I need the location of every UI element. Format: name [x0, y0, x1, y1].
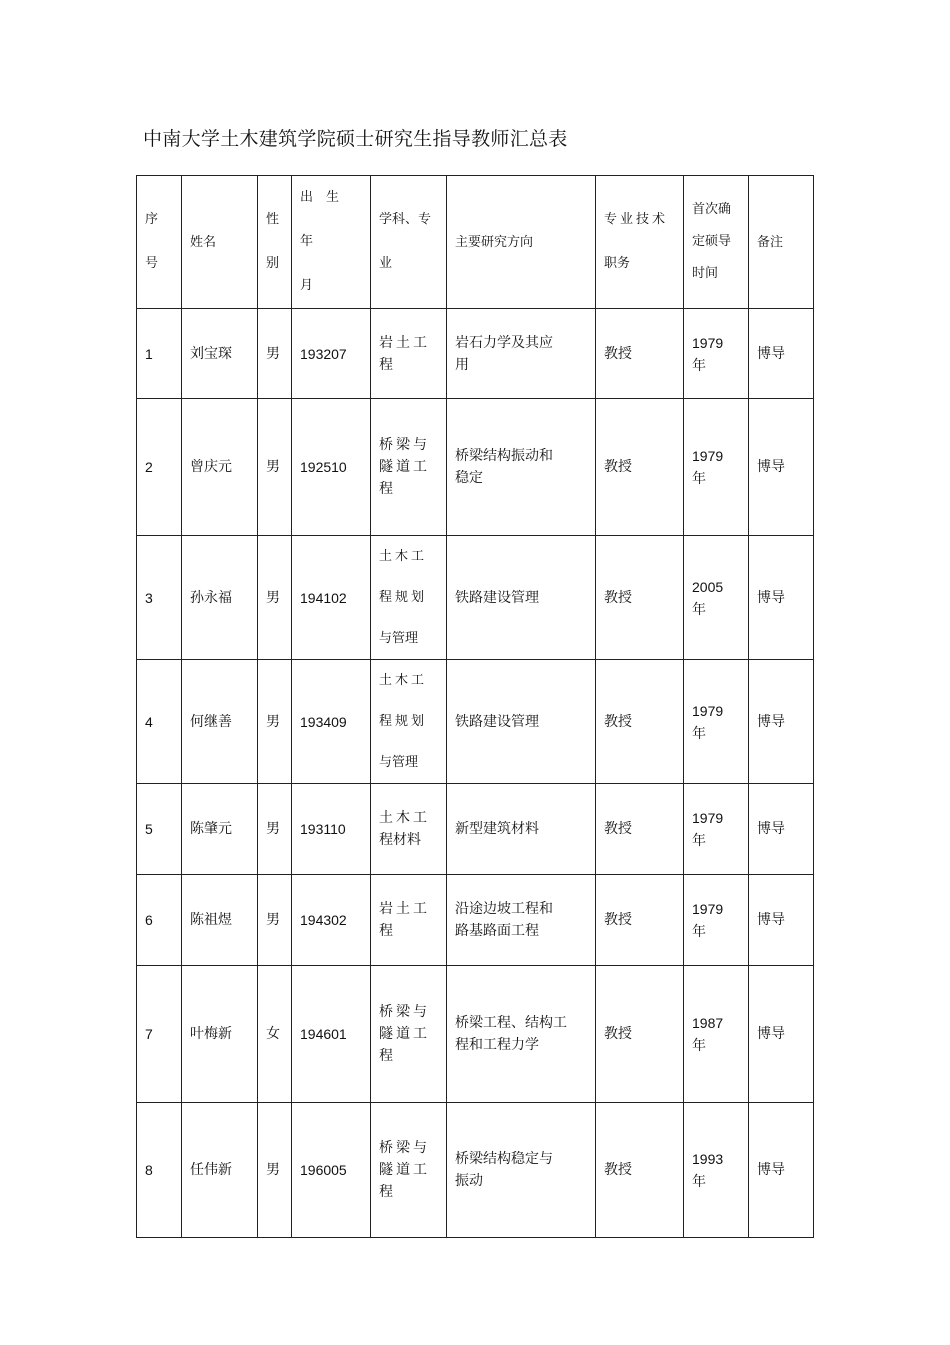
- cell-major-line: 岩土工: [379, 334, 430, 351]
- cell-major-line: 桥梁与: [379, 1004, 430, 1020]
- cell-note: 博导: [749, 784, 814, 875]
- header-name: 姓名: [182, 176, 258, 309]
- cell-title: 教授: [596, 309, 684, 399]
- table-row: [137, 536, 814, 660]
- cell-first-year-line: 年: [692, 1037, 706, 1053]
- cell-major: [371, 536, 447, 660]
- advisor-table: [136, 175, 814, 1238]
- header-title: [596, 176, 684, 309]
- table-row: [137, 399, 814, 536]
- cell-research-line: 新型建筑材料: [455, 821, 539, 837]
- table-header-row: [137, 176, 814, 309]
- cell-note: 博导: [749, 660, 814, 784]
- table-row: [137, 966, 814, 1103]
- cell-title: 教授: [596, 536, 684, 660]
- cell-research-line: 沿途边坡工程和: [455, 901, 553, 917]
- header-title-line: 专业技术: [604, 212, 669, 227]
- cell-major-line: 程: [379, 1184, 393, 1200]
- header-index-line: 序: [145, 212, 159, 227]
- cell-name: 孙永福: [182, 536, 258, 660]
- cell-gender: 男: [258, 399, 292, 536]
- header-major: [371, 176, 447, 309]
- cell-first-year: [684, 309, 749, 399]
- cell-major-line: 隧道工: [379, 1026, 430, 1042]
- cell-index: 6: [137, 875, 182, 966]
- cell-note: 博导: [749, 1103, 814, 1238]
- cell-title: 教授: [596, 399, 684, 536]
- cell-first-year-line: 2005: [692, 578, 724, 595]
- cell-name: 何继善: [182, 660, 258, 784]
- cell-note: 博导: [749, 536, 814, 660]
- cell-major-line: 程规划: [379, 714, 428, 729]
- cell-research-line: 桥梁结构振动和: [455, 448, 553, 464]
- cell-major: [371, 399, 447, 536]
- cell-first-year-line: 年: [692, 356, 706, 373]
- cell-research-line: 程和工程力学: [455, 1037, 539, 1053]
- cell-major-line: 与管理: [379, 755, 419, 770]
- cell-first-year: [684, 875, 749, 966]
- cell-first-year: [684, 966, 749, 1103]
- cell-major-line: 程材料: [379, 832, 421, 848]
- cell-birth: 192510: [292, 399, 371, 536]
- header-note: 备注: [749, 176, 814, 309]
- cell-research-line: 用: [455, 356, 469, 373]
- cell-first-year-line: 1979: [692, 334, 724, 351]
- cell-title: 教授: [596, 784, 684, 875]
- cell-gender: 男: [258, 309, 292, 399]
- cell-research-line: 铁路建设管理: [455, 713, 539, 730]
- cell-gender: 女: [258, 966, 292, 1103]
- header-major-line: 学科、专: [379, 212, 432, 227]
- cell-first-year: [684, 399, 749, 536]
- cell-major-line: 程: [379, 481, 393, 497]
- cell-index: 7: [137, 966, 182, 1103]
- cell-major-line: 隧道工: [379, 459, 430, 475]
- cell-major-line: 桥梁与: [379, 1140, 430, 1156]
- cell-major-line: 程: [379, 1048, 393, 1064]
- cell-research: [447, 536, 596, 660]
- cell-title: 教授: [596, 966, 684, 1103]
- header-birth-line: 出 生 年: [300, 190, 353, 249]
- cell-first-year: [684, 784, 749, 875]
- cell-birth: 196005: [292, 1103, 371, 1238]
- cell-major: [371, 966, 447, 1103]
- header-birth-line: 月: [300, 278, 314, 293]
- cell-first-year: [684, 536, 749, 660]
- cell-first-year-line: 年: [692, 832, 706, 848]
- cell-major-line: 程规划: [379, 590, 428, 605]
- cell-first-year-line: 年: [692, 724, 706, 741]
- cell-index: 1: [137, 309, 182, 399]
- cell-name: 陈肇元: [182, 784, 258, 875]
- cell-first-year-line: 1979: [692, 702, 724, 719]
- document-title: 中南大学土木建筑学院硕士研究生指导教师汇总表: [143, 128, 568, 150]
- header-gender: [258, 176, 292, 309]
- cell-first-year-line: 1979: [692, 901, 724, 917]
- cell-research: [447, 309, 596, 399]
- cell-index: 3: [137, 536, 182, 660]
- cell-name: 叶梅新: [182, 966, 258, 1103]
- table-row: [137, 1103, 814, 1238]
- cell-major: [371, 309, 447, 399]
- cell-research-line: 岩石力学及其应: [455, 334, 553, 351]
- table-row: [137, 784, 814, 875]
- cell-major: [371, 1103, 447, 1238]
- cell-first-year: [684, 1103, 749, 1238]
- cell-major-line: 隧道工: [379, 1162, 430, 1178]
- cell-research: [447, 784, 596, 875]
- cell-research: [447, 399, 596, 536]
- cell-major-line: 程: [379, 356, 393, 373]
- cell-major-line: 土木工: [379, 673, 428, 688]
- cell-name: 曾庆元: [182, 399, 258, 536]
- header-first-year-line: 时间: [692, 266, 719, 281]
- cell-gender: 男: [258, 875, 292, 966]
- cell-major-line: 桥梁与: [379, 437, 430, 453]
- cell-gender: 男: [258, 536, 292, 660]
- header-index-line: 号: [145, 256, 159, 271]
- cell-research: [447, 875, 596, 966]
- cell-first-year-line: 年: [692, 600, 706, 617]
- cell-title: 教授: [596, 1103, 684, 1238]
- cell-index: 5: [137, 784, 182, 875]
- cell-index: 4: [137, 660, 182, 784]
- cell-first-year-line: 年: [692, 1173, 706, 1189]
- header-research: 主要研究方向: [447, 176, 596, 309]
- cell-major-line: 与管理: [379, 631, 419, 646]
- cell-birth: 194601: [292, 966, 371, 1103]
- cell-first-year-line: 年: [692, 470, 706, 486]
- cell-research: [447, 660, 596, 784]
- cell-index: 8: [137, 1103, 182, 1238]
- cell-research: [447, 1103, 596, 1238]
- cell-research-line: 铁路建设管理: [455, 589, 539, 606]
- table-row: [137, 875, 814, 966]
- cell-note: 博导: [749, 875, 814, 966]
- cell-birth: 194102: [292, 536, 371, 660]
- cell-major: [371, 875, 447, 966]
- cell-gender: 男: [258, 1103, 292, 1238]
- cell-birth: 193207: [292, 309, 371, 399]
- cell-gender: 男: [258, 660, 292, 784]
- header-major-line: 业: [379, 256, 393, 271]
- cell-first-year-line: 1979: [692, 448, 724, 464]
- cell-major-line: 程: [379, 923, 393, 939]
- cell-major: [371, 660, 447, 784]
- cell-research: [447, 966, 596, 1103]
- cell-research-line: 振动: [455, 1173, 483, 1189]
- cell-birth: 194302: [292, 875, 371, 966]
- cell-name: 陈祖煜: [182, 875, 258, 966]
- cell-title: 教授: [596, 875, 684, 966]
- header-birth: [292, 176, 371, 309]
- header-first-year: [684, 176, 749, 309]
- header-index: [137, 176, 182, 309]
- cell-research-line: 路基路面工程: [455, 923, 539, 939]
- cell-first-year-line: 1987: [692, 1015, 724, 1031]
- cell-research-line: 稳定: [455, 470, 483, 486]
- cell-first-year-line: 年: [692, 923, 706, 939]
- cell-first-year: [684, 660, 749, 784]
- cell-research-line: 桥梁工程、结构工: [455, 1015, 567, 1031]
- cell-major-line: 土木工: [379, 549, 428, 564]
- header-first-year-line: 定硕导: [692, 234, 732, 249]
- header-gender-line: 别: [266, 256, 280, 271]
- header-gender-line: 性: [266, 212, 280, 227]
- cell-note: 博导: [749, 966, 814, 1103]
- table-row: [137, 660, 814, 784]
- cell-first-year-line: 1993: [692, 1151, 724, 1167]
- cell-title: 教授: [596, 660, 684, 784]
- cell-index: 2: [137, 399, 182, 536]
- cell-name: 任伟新: [182, 1103, 258, 1238]
- cell-research-line: 桥梁结构稳定与: [455, 1151, 553, 1167]
- header-title-line: 职务: [604, 256, 631, 271]
- cell-major: [371, 784, 447, 875]
- cell-birth: 193409: [292, 660, 371, 784]
- cell-note: 博导: [749, 399, 814, 536]
- header-first-year-line: 首次确: [692, 202, 732, 217]
- cell-birth: 193110: [292, 784, 371, 875]
- cell-first-year-line: 1979: [692, 810, 724, 826]
- cell-gender: 男: [258, 784, 292, 875]
- cell-name: 刘宝琛: [182, 309, 258, 399]
- cell-note: 博导: [749, 309, 814, 399]
- table-row: [137, 309, 814, 399]
- cell-major-line: 岩土工: [379, 901, 430, 917]
- cell-major-line: 土木工: [379, 810, 430, 826]
